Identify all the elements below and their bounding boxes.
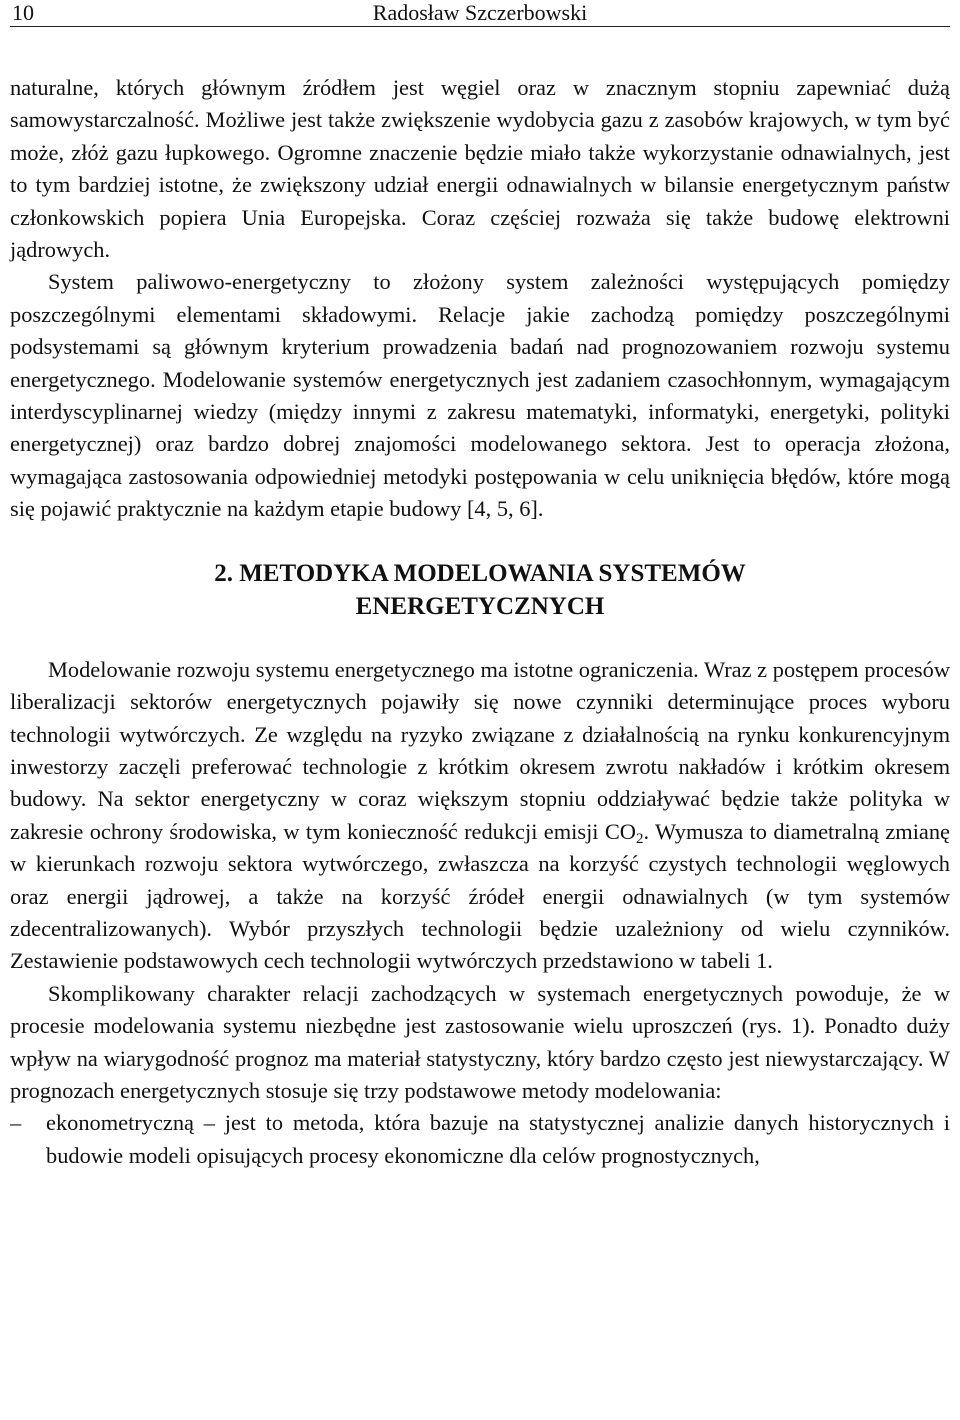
list-item-text: ekonometryczną – jest to metoda, która bazuje na statystycznej analizie danych historycznych i budowie modeli opisujących procesy ekonomiczne dla celów prognostycznych, [46, 1110, 950, 1168]
paragraph-system-description: System paliwowo-energetyczny to złożony system zależności występujących pomiędzy poszczególnymi elementami składowymi. Relacje jakie zachodzą pomiędzy poszczególnymi podsystemami są głównym kryterium prowadzenia badań nad prognozowaniem rozwoju systemu energetycznego. Modelowanie systemów energetycznych jest zadaniem czasochłonnym, wymagającym interdyscyplinarnej wiedzy (między innymi z zakresu matematyki, informatyki, energetyki, polityki energetycznej) oraz bardzo dobrej znajomości modelowanego sektora. Jest to operacja złożona, wymagająca zastosowania odpowiedniej metodyki postępowania w celu uniknięcia błędów, które mogą się pojawić praktycznie na każdym etapie budowy [4, 5, 6]. [10, 269, 950, 522]
methods-list [10, 1107, 950, 1172]
section-heading [10, 557, 950, 623]
section-heading-line1: 2. METODYKA MODELOWANIA SYSTEMÓW [214, 559, 746, 587]
paragraph-text-part2: . Wymusza to diametralną zmianę w kierunkach rozwoju sektora wytwórczego, zwłaszcza na korzyść czystych technologii węglowych oraz energii jądrowej, a także na korzyść źródeł energii odnawialnych (w tym systemów zdecentralizowanych). Wybór przyszłych technologii będzie uzależniony od wielu czynników. Zestawienie podstawowych cech technologii wytwórczych przedstawiono w tabeli 1. [10, 818, 950, 974]
section-heading-line2: ENERGETYCZNYCH [355, 592, 605, 620]
running-header [10, 0, 950, 27]
co2-subscript: 2 [635, 830, 644, 847]
running-header-author: Radosław Szczerbowski [372, 0, 588, 25]
list-item [10, 1107, 950, 1172]
paragraph-continuation: naturalne, których głównym źródłem jest węgiel oraz w znacznym stopniu zapewniać dużą samowystarczalność. Możliwe jest także zwiększenie wydobycia gazu z zasobów krajowych, w tym być może, złóż gazu łupkowego. Ogromne znaczenie będzie miało także wykorzystanie odnawialnych, jest to tym bardziej istotne, że zwiększony udział energii odnawialnych w bilansie energetycznym państw członkowskich popiera Unia Europejska. Coraz częściej rozważa się także budowę elektrowni jądrowych. [10, 75, 950, 263]
document-page [10, 0, 950, 1420]
list-dash: – [10, 1110, 22, 1136]
paragraph-text-part1: Modelowanie rozwoju systemu energetycznego ma istotne ograniczenia. Wraz z postępem procesów liberalizacji sektorów energetycznych pojawiły się nowe czynniki determinujące proces wyboru technologii wytwórczych. Ze względu na ryzyko związane z działalnością na rynku konkurencyjnym inwestorzy zaczęli preferować technologie z krótkim okresem zwrotu nakładów i krótkim okresem budowy. Na sektor energetyczny w coraz większym stopniu oddziaływać będzie także polityka w zakresie ochrony środowiska, w tym konieczność redukcji emisji CO [10, 656, 950, 844]
paragraph-modeling-methods: Skomplikowany charakter relacji zachodzących w systemach energetycznych powoduje, że w procesie modelowania systemu niezbędne jest zastosowanie wielu uproszczeń (rys. 1). Ponadto duży wpływ na wiarygodność prognoz ma materiał statystyczny, który bardzo często jest niewystarczający. W prognozach energetycznych stosuje się trzy podstawowe metody modelowania: [10, 980, 950, 1103]
page-number: 10 [12, 0, 34, 25]
paragraph-modeling-constraints [10, 654, 950, 978]
